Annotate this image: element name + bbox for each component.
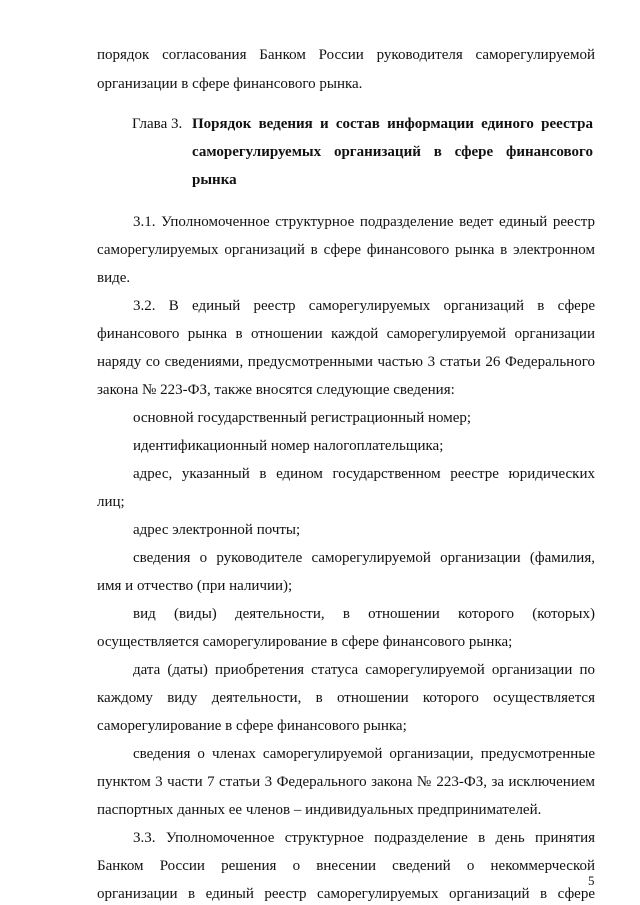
item-ogrn: основной государственный регистрационный номер; xyxy=(133,410,472,426)
item-dates-line-3: саморегулирование в сфере финансового рынка; xyxy=(97,718,407,734)
item-members-line-2: пунктом 3 части 7 статьи 3 Федерального закона № 223-ФЗ, за исключением xyxy=(97,774,595,790)
item-head-line-1: сведения о руководителе саморегулируемой организации (фамилия, xyxy=(133,550,595,566)
item-address-line-2: лиц; xyxy=(97,494,125,510)
item-head-line-2: имя и отчество (при наличии); xyxy=(97,578,293,594)
p31-line-3: виде. xyxy=(97,270,131,286)
p31-line-1: 3.1. Уполномоченное структурное подразделение ведет единый реестр xyxy=(133,214,595,230)
p32-line-4: закона № 223-ФЗ, также вносятся следующие сведения: xyxy=(97,382,455,398)
item-inn: идентификационный номер налогоплательщика; xyxy=(133,438,444,454)
item-dates-line-1: дата (даты) приобретения статуса саморегулируемой организации по xyxy=(133,662,595,678)
p33-line-3: организации в единый реестр саморегулируемых организаций в сфере xyxy=(97,886,595,902)
item-dates-line-2: каждому виду деятельности, в отношении которого осуществляется xyxy=(97,690,595,706)
p32-line-2: финансового рынка в отношении каждой саморегулируемой организации xyxy=(97,326,595,342)
chapter-title-line-1: Порядок ведения и состав информации единого реестра xyxy=(192,116,593,132)
p33-line-2: Банком России решения о внесении сведений о некоммерческой xyxy=(97,858,595,874)
item-activity-line-1: вид (виды) деятельности, в отношении которого (которых) xyxy=(133,606,595,622)
p31-line-2: саморегулируемых организаций в сфере финансового рынка в электронном xyxy=(97,242,595,258)
chapter-title-line-3: рынка xyxy=(192,172,237,188)
chapter-label: Глава 3. xyxy=(132,116,183,132)
intro-line-2: организации в сфере финансового рынка. xyxy=(97,76,363,92)
p33-line-1: 3.3. Уполномоченное структурное подразделение в день принятия xyxy=(133,830,595,846)
item-members-line-3: паспортных данных ее членов – индивидуальных предпринимателей. xyxy=(97,802,542,818)
page-number: 5 xyxy=(588,873,595,888)
item-address-line-1: адрес, указанный в едином государственном реестре юридических xyxy=(133,466,595,482)
intro-line-1: порядок согласования Банком России руководителя саморегулируемой xyxy=(97,47,595,63)
item-members-line-1: сведения о членах саморегулируемой организации, предусмотренные xyxy=(133,746,595,762)
item-email: адрес электронной почты; xyxy=(133,522,301,538)
p32-line-3: наряду со сведениями, предусмотренными частью 3 статьи 26 Федерального xyxy=(97,354,595,370)
item-activity-line-2: осуществляется саморегулирование в сфере финансового рынка; xyxy=(97,634,513,650)
p32-line-1: 3.2. В единый реестр саморегулируемых организаций в сфере xyxy=(133,298,595,314)
chapter-title-line-2: саморегулируемых организаций в сфере финансового xyxy=(192,144,593,160)
